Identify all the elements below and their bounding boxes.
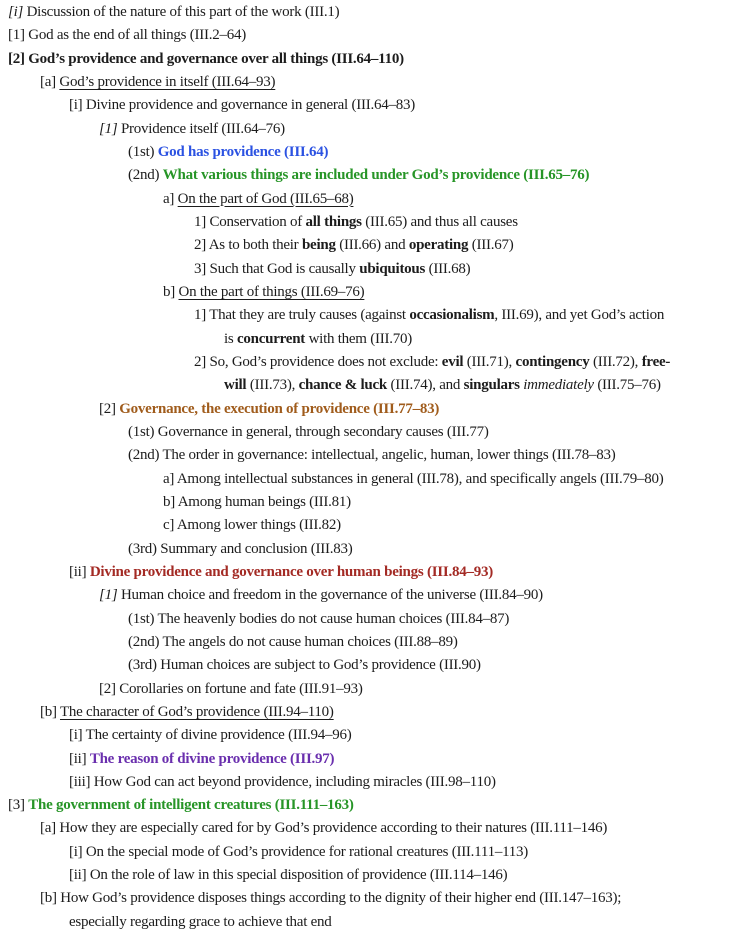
outline-line — [0, 48, 752, 71]
outline-text-segment: (III.74), and — [387, 377, 464, 394]
outline-text-segment: occasionalism — [409, 307, 495, 324]
outline-text — [209, 307, 664, 323]
outline-text — [157, 611, 509, 627]
outline-text-segment: The character of God’s providence (III.94–110) — [59, 703, 334, 720]
outline-text — [179, 284, 365, 300]
outline-text-segment: On the part of things (III.69–76) — [178, 283, 365, 300]
outline-line — [0, 188, 752, 211]
outline-text-segment: free- — [641, 353, 671, 370]
outline-line — [0, 841, 752, 864]
outline-text — [209, 237, 514, 253]
outline-line — [0, 538, 752, 561]
outline-line — [0, 817, 752, 840]
outline-text — [60, 890, 621, 906]
outline-marker: [ii] — [69, 750, 87, 767]
outline-line — [0, 654, 752, 677]
outline-text — [210, 214, 518, 230]
outline-line — [0, 141, 752, 164]
outline-text-segment: On the part of God (III.65–68) — [177, 190, 354, 207]
outline-text-segment: (III.65) and thus all causes — [361, 213, 518, 230]
outline-marker: (3rd) — [128, 657, 157, 674]
outline-text-segment: will — [224, 377, 247, 394]
outline-line — [0, 678, 752, 701]
outline-line — [0, 911, 752, 934]
outline-text-segment: The angels do not cause human choices (III.88–89) — [162, 633, 458, 650]
outline-line — [0, 421, 752, 444]
outline-marker: (3rd) — [128, 540, 157, 557]
outline-text — [224, 377, 661, 393]
outline-text-segment: That they are truly causes (against — [209, 307, 410, 324]
outline-text-segment: God’s providence and governance over all things (III.64–110) — [28, 50, 404, 67]
outline-text-segment: So, God’s providence does not exclude: — [209, 353, 442, 370]
outline-text-segment: contingency — [515, 353, 590, 370]
outline-text — [28, 51, 404, 67]
outline-line — [0, 328, 752, 351]
outline-marker: 1] — [194, 307, 206, 324]
outline-text-segment: (III.66) and — [335, 237, 409, 254]
outline-text — [86, 844, 528, 860]
outline-text-segment: Conservation of — [209, 213, 306, 230]
outline-line — [0, 748, 752, 771]
outline-text-segment: Summary and conclusion (III.83) — [160, 540, 353, 557]
outline-text — [160, 657, 481, 673]
outline-marker: (2nd) — [128, 447, 160, 464]
outline-line — [0, 351, 752, 374]
outline-text-segment: The certainty of divine providence (III.94–96) — [85, 727, 352, 744]
outline-text-segment: The order in governance: intellectual, angelic, human, lower things (III.78–83) — [162, 447, 616, 464]
outline-text-segment: How God’s providence disposes things according to the dignity of their higher end (III.147–163); — [60, 890, 622, 907]
outline-text-segment: What various things are included under God’s providence (III.65–76) — [162, 167, 590, 184]
outline-text-segment: , III.69), and yet God’s action — [494, 307, 665, 324]
outline-text — [121, 587, 543, 603]
outline-line — [0, 211, 752, 234]
outline-marker: [ii] — [69, 867, 87, 884]
outline-line — [0, 887, 752, 910]
outline-line — [0, 118, 752, 141]
outline-text — [27, 4, 340, 20]
outline-marker: [iii] — [69, 773, 91, 790]
outline-line — [0, 724, 752, 747]
outline-marker: (1st) — [128, 423, 155, 440]
outline-text-segment: God’s providence in itself (III.64–93) — [59, 73, 276, 90]
outline-text — [158, 144, 329, 160]
outline-text-segment: Human choice and freedom in the governance of the universe (III.84–90) — [120, 587, 543, 604]
outline-text — [163, 167, 590, 183]
outline-marker: [b] — [40, 703, 57, 720]
outline-text-segment: Human choices are subject to God’s providence (III.90) — [160, 657, 481, 674]
outline-line — [0, 374, 752, 397]
outline-text — [28, 27, 246, 43]
outline-text-segment: (III.75–76) — [593, 377, 661, 394]
outline-marker: (1st) — [128, 610, 155, 627]
outline-text — [121, 121, 285, 137]
outline-line — [0, 608, 752, 631]
outline-text-segment: concurrent — [237, 330, 306, 347]
outline-marker: (1st) — [128, 143, 155, 160]
outline-text — [210, 261, 471, 277]
outline-line — [0, 584, 752, 607]
outline-line — [0, 491, 752, 514]
outline-marker: [1] — [99, 120, 118, 137]
outline-text — [162, 634, 457, 650]
outline-text-segment: evil — [441, 353, 464, 370]
outline-marker: (2nd) — [128, 633, 160, 650]
outline-text — [86, 727, 352, 743]
outline-text-segment: On the special mode of God’s providence for rational creatures (III.111–113) — [85, 843, 529, 860]
outline-line — [0, 258, 752, 281]
outline-text-segment: Governance in general, through secondary causes (III.77) — [157, 423, 489, 440]
outline-marker: [3] — [8, 797, 25, 814]
outline-text — [158, 424, 489, 440]
outline-text-segment: chance & luck — [298, 377, 387, 394]
outline-text-segment: (III.68) — [425, 260, 471, 277]
outline-line — [0, 304, 752, 327]
outline-text-segment: Among lower things (III.82) — [176, 517, 341, 534]
outline-text-segment: As to both their — [208, 237, 302, 254]
outline-line — [0, 561, 752, 584]
outline-text-segment: (III.72), — [589, 353, 642, 370]
outline-text — [119, 401, 439, 417]
outline-text-segment: being — [301, 237, 336, 254]
outline-text — [178, 494, 351, 510]
outline-text — [90, 564, 493, 580]
outline-text — [59, 74, 275, 90]
outline-marker: [b] — [40, 890, 57, 907]
outline-line — [0, 468, 752, 491]
outline-line — [0, 794, 752, 817]
outline-text-segment: How they are especially cared for by God’s providence according to their natures (III.111–146) — [59, 820, 608, 837]
outline-line — [0, 24, 752, 47]
outline-marker: 1] — [194, 213, 206, 230]
outline-text — [94, 774, 496, 790]
outline-text — [60, 704, 334, 720]
outline-text-segment: with them (III.70) — [305, 330, 412, 347]
outline-text — [160, 541, 352, 557]
outline-text-segment: God as the end of all things (III.2–64) — [28, 27, 246, 44]
outline-text-segment: (III.71), — [463, 353, 516, 370]
outline-marker: c] — [163, 517, 175, 534]
outline-marker: [i] — [69, 97, 83, 114]
outline-text-segment: Governance, the execution of providence (III.77–83) — [119, 400, 440, 417]
outline-marker: [i] — [69, 727, 83, 744]
outline-line — [0, 631, 752, 654]
outline-text-segment: Among human beings (III.81) — [177, 493, 351, 510]
outline-marker: a] — [163, 190, 175, 207]
outline-text-segment: immediately — [523, 377, 594, 394]
outline-text-segment: Divine providence and governance in general (III.64–83) — [85, 97, 415, 114]
outline-line — [0, 281, 752, 304]
outline-text-segment: Among intellectual substances in general (III.78), and specifically angels (III.79–80) — [176, 470, 664, 487]
outline-text-segment: Such that God is causally — [209, 260, 360, 277]
outline-marker: 2] — [194, 237, 206, 254]
outline-marker: b] — [163, 283, 175, 300]
outline-text — [90, 867, 508, 883]
outline-line — [0, 444, 752, 467]
outline-line — [0, 701, 752, 724]
outline-marker: [2] — [99, 680, 116, 697]
outline-line — [0, 71, 752, 94]
outline-marker: [a] — [40, 73, 56, 90]
outline-text — [59, 820, 607, 836]
outline-text-segment: especially regarding grace to achieve that end — [69, 913, 332, 930]
outline-marker: [a] — [40, 820, 56, 837]
outline-text — [210, 354, 671, 370]
outline-text-segment: The heavenly bodies do not cause human choices (III.84–87) — [157, 610, 510, 627]
outline-line — [0, 234, 752, 257]
outline-text-segment: is — [224, 330, 238, 347]
outline-text — [28, 797, 353, 813]
outline-text-segment: Providence itself (III.64–76) — [120, 120, 285, 137]
outline-marker: [1] — [8, 27, 25, 44]
outline-text-segment: Discussion of the nature of this part of the work (III.1) — [26, 4, 340, 20]
outline-text-segment: On the role of law in this special disposition of providence (III.114–146) — [89, 867, 508, 884]
outline-text-segment: How God can act beyond providence, including miracles (III.98–110) — [93, 773, 496, 790]
outline-marker: [i] — [69, 843, 83, 860]
outline-text — [177, 471, 664, 487]
outline-text — [162, 447, 615, 463]
outline-marker: [2] — [99, 400, 116, 417]
outline-marker: 3] — [194, 260, 206, 277]
outline-text — [90, 751, 334, 767]
outline-text-segment: singulars — [463, 377, 520, 394]
outline-marker: a] — [163, 470, 175, 487]
outline-marker: (2nd) — [128, 167, 160, 184]
outline-marker: 2] — [194, 353, 206, 370]
outline-line — [0, 164, 752, 187]
outline-line — [0, 398, 752, 421]
outline-text — [86, 97, 415, 113]
outline-line — [0, 771, 752, 794]
outline-marker: [1] — [99, 587, 118, 604]
outline-line — [0, 1, 752, 24]
outline-marker: [2] — [8, 50, 25, 67]
outline-text-segment: ubiquitous — [359, 260, 426, 277]
outline-text-segment: (III.73), — [246, 377, 299, 394]
outline-text-segment: Corollaries on fortune and fate (III.91–93) — [119, 680, 363, 697]
outline-text — [224, 331, 412, 347]
outline-text-segment: The government of intelligent creatures (III.111–163) — [28, 797, 354, 814]
outline-text-segment: The reason of divine providence (III.97) — [89, 750, 335, 767]
outline-line — [0, 94, 752, 117]
outline-marker: [i] — [8, 4, 24, 20]
outline-text-segment: (III.67) — [468, 237, 514, 254]
outline-text — [178, 191, 354, 207]
outline-line — [0, 864, 752, 887]
outline-marker: b] — [163, 493, 175, 510]
outline-text-segment: operating — [408, 237, 469, 254]
outline-text — [69, 914, 332, 930]
outline-text-segment: Divine providence and governance over human beings (III.84–93) — [89, 563, 493, 580]
outline-marker: [ii] — [69, 563, 87, 580]
outline-text — [119, 681, 362, 697]
outline-text-segment: all things — [305, 213, 362, 230]
outline-text — [177, 517, 341, 533]
outline-line — [0, 514, 752, 537]
outline-text-segment: God has providence (III.64) — [157, 143, 329, 160]
